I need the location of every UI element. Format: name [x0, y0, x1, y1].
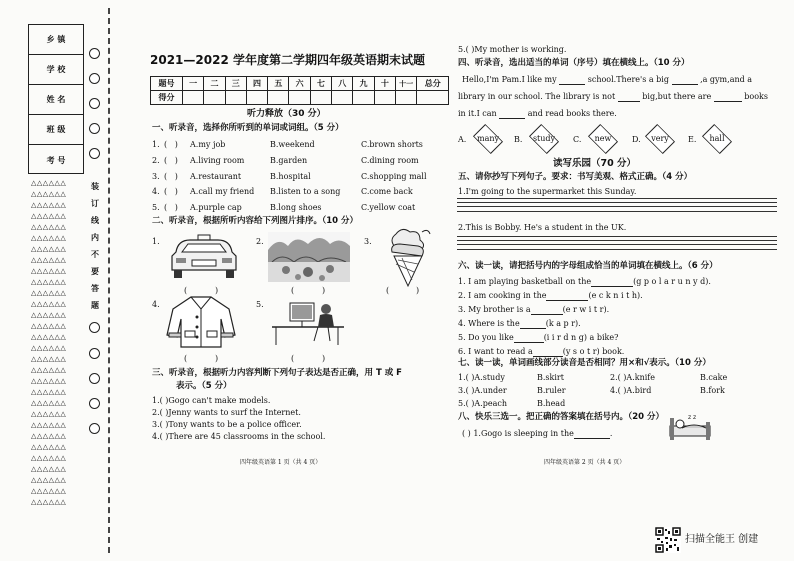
student-info-box — [28, 24, 84, 174]
binding-hole — [89, 373, 100, 384]
phonics-option: B.fork — [700, 386, 725, 395]
binding-hole — [89, 73, 100, 84]
option-letter: B. — [514, 135, 523, 144]
blank[interactable] — [499, 110, 525, 119]
page-footer: 四年级英语第 1 页（共 4 页） — [240, 459, 322, 466]
computer-picture — [268, 297, 348, 347]
word-option: hall — [700, 126, 734, 152]
score-cell[interactable] — [183, 91, 204, 105]
option-a: A.restaurant — [190, 172, 242, 181]
score-cell[interactable] — [310, 91, 331, 105]
binding-hole — [89, 398, 100, 409]
scramble-item: 4. Where is the (k a p r). — [458, 319, 581, 328]
option-letter: A. — [458, 135, 467, 144]
blank[interactable] — [618, 93, 640, 102]
option-c: C.yellow coat — [361, 203, 416, 212]
binding-hole — [89, 48, 100, 59]
blank[interactable] — [591, 278, 633, 287]
answer-paren[interactable]: ( ) — [164, 140, 178, 149]
score-cell[interactable] — [353, 91, 374, 105]
info-field: 乡 镇 — [29, 25, 83, 55]
blank[interactable] — [574, 430, 610, 439]
writing-line[interactable] — [457, 211, 777, 212]
qr-code-icon — [655, 527, 681, 553]
score-header-cell: 二 — [204, 77, 225, 91]
info-field: 班 级 — [29, 115, 83, 145]
tf-item[interactable]: 5.( )My mother is working. — [458, 45, 567, 54]
score-cell[interactable] — [332, 91, 353, 105]
blank[interactable] — [559, 76, 585, 85]
bed-picture — [668, 412, 716, 442]
order-paren-left[interactable]: ( — [291, 286, 295, 295]
score-cell[interactable] — [417, 91, 449, 105]
option-a: A.purple cap — [190, 203, 242, 212]
choice-item: ( ) 1.Gogo is sleeping in the . — [462, 429, 613, 438]
phonics-option: B.cake — [700, 373, 728, 382]
order-paren-right: ) — [416, 286, 420, 295]
binding-hole — [89, 423, 100, 434]
answer-paren[interactable]: ( ) — [164, 156, 178, 165]
phonics-item[interactable]: 2.( )A.knife — [610, 373, 655, 382]
item-number: 5. — [152, 203, 160, 212]
phonics-option: B.head — [537, 399, 566, 408]
answer-paren[interactable]: ( ) — [164, 172, 178, 181]
passage-line: library in our school. The library is not big,but there are books — [458, 92, 769, 101]
section-2-title: 二、听录音，根据所听内容给下列图片排序。（10 分） — [152, 216, 359, 226]
scramble-item: 6. I want to read a (y s o t r) book. — [458, 347, 625, 356]
score-header-cell: 四 — [246, 77, 267, 91]
score-header-cell: 五 — [268, 77, 289, 91]
score-cell[interactable] — [225, 91, 246, 105]
scanner-watermark: 扫描全能王 创建 — [685, 534, 759, 545]
order-paren-left[interactable]: ( — [291, 354, 295, 363]
info-field: 考 号 — [46, 155, 66, 165]
blank[interactable] — [533, 348, 563, 357]
score-cell[interactable] — [374, 91, 395, 105]
copy-sentence: 1.I'm going to the supermarket this Sunday. — [458, 187, 637, 196]
reading-heading: 读写乐园（70 分） — [553, 158, 637, 169]
section-1-title: 一、听录音，选择你所听到的单词或词组。（5 分） — [152, 123, 344, 133]
svg-text:z z: z z — [688, 414, 697, 421]
tf-item[interactable]: 3.( )Tony wants to be a police officer. — [152, 420, 302, 429]
word-option: many — [471, 126, 505, 152]
item-number: 3. — [152, 172, 160, 181]
writing-line[interactable] — [457, 244, 777, 245]
section-4-title: 四、听录音，选出适当的单词（序号）填在横线上。（10 分） — [458, 58, 690, 68]
item-number: 2. — [152, 156, 160, 165]
writing-line[interactable] — [457, 202, 777, 203]
phonics-option: B.ruler — [537, 386, 566, 395]
order-paren-left[interactable]: ( — [184, 354, 188, 363]
section-6-title: 六、读一读，请把括号内的字母组成恰当的单词填在横线上。（6 分） — [458, 261, 718, 271]
score-header-cell: 九 — [353, 77, 374, 91]
option-c: C.brown shorts — [361, 140, 423, 149]
picture-number: 1. — [152, 237, 160, 246]
blank[interactable] — [714, 93, 742, 102]
score-header-cell: 总分 — [417, 77, 449, 91]
blank[interactable] — [514, 334, 544, 343]
blank[interactable] — [672, 76, 698, 85]
score-table — [150, 76, 449, 105]
passage-line: Hello,I'm Pam.I like my school.There's a big ,a gym,and a — [462, 75, 753, 84]
score-header-cell: 八 — [332, 77, 353, 91]
picture-number: 4. — [152, 300, 160, 309]
scramble-item: 5. Do you like (i i r d n g) a bike? — [458, 333, 619, 342]
score-header-cell: 十 — [374, 77, 395, 91]
score-cell[interactable] — [268, 91, 289, 105]
ice-cream-picture — [378, 226, 433, 288]
phonics-item[interactable]: 4.( )A.bird — [610, 386, 652, 395]
option-a: A.living room — [190, 156, 245, 165]
info-field: 姓 名 — [29, 85, 83, 115]
score-header-cell: 三 — [225, 77, 246, 91]
section-5-title: 五、请你抄写下列句子。要求：书写美观、格式正确。（4 分） — [458, 172, 693, 182]
option-c: C.dining room — [361, 156, 419, 165]
order-paren-right: ) — [215, 354, 219, 363]
phonics-item[interactable]: 3.( )A.under — [458, 386, 507, 395]
tf-item[interactable]: 2.( )Jenny wants to surf the Internet. — [152, 408, 301, 417]
option-b: B.garden — [270, 156, 308, 165]
answer-paren[interactable]: ( ) — [164, 203, 178, 212]
binding-hole — [89, 348, 100, 359]
car-picture — [168, 232, 240, 282]
coat-picture — [165, 295, 237, 349]
section-7-title: 七、读一读，单词画线部分读音是否相同？用×和√表示。（10 分） — [458, 358, 711, 368]
writing-line[interactable] — [457, 249, 777, 250]
writing-line[interactable] — [457, 240, 777, 241]
option-b: B.weekend — [270, 140, 315, 149]
page-footer: 四年级英语第 2 页（共 4 页） — [544, 459, 626, 466]
writing-line[interactable] — [457, 206, 777, 207]
option-letter: D. — [632, 135, 641, 144]
blank[interactable] — [546, 292, 588, 301]
exam-title: 2021—2022 学年度第二学期四年级英语期末试题 — [150, 53, 425, 67]
scramble-item: 1. I am playing basketball on the (g p o l a r u n y d). — [458, 277, 711, 286]
word-option: new — [586, 126, 620, 152]
score-cell[interactable] — [395, 91, 416, 105]
order-paren-right: ) — [322, 286, 326, 295]
score-cell[interactable] — [204, 91, 225, 105]
writing-line[interactable] — [457, 198, 777, 199]
triangle-border-pattern: △△△△△△ △△△△△△ △△△△△△ △△△△△△ △△△△△△ △△△△△△ △△△△△△ △△△△△△ △△△△△△ △△△△△△ △△△△△△ △△△△△△ △△△△△△ △△△△△△ △△△△△△ △△△△△△ △△△△△△ △△△△△△ △△△△△△ △△△△△△ △△△△△△ △△△△△△ △△△△△△ △△△△△△ △△△△△△ △△△△△△ △△△△△△ △△△△△△ △△△△△△ △△△△△△ — [31, 179, 67, 506]
order-paren-left[interactable]: ( — [386, 286, 390, 295]
listening-heading: 听力释放（30 分） — [247, 109, 326, 119]
score-cell[interactable] — [246, 91, 267, 105]
option-b: B.hospital — [270, 172, 311, 181]
seal-line-notice: 装 订 线 内 不 要 答 题 — [91, 182, 99, 310]
tf-item[interactable]: 4.( )There are 45 classrooms in the school. — [152, 432, 326, 441]
option-a: A.call my friend — [190, 187, 255, 196]
scramble-item: 2. I am cooking in the (e c k n i t h). — [458, 291, 643, 300]
writing-line[interactable] — [457, 236, 777, 237]
binding-hole — [89, 322, 100, 333]
garden-picture — [268, 232, 350, 282]
passage-line: in it.I can and read books there. — [458, 109, 617, 118]
option-a: A.my job — [190, 140, 226, 149]
section-8-title: 八、快乐三选一。把正确的答案填在括号内。（20 分） — [458, 412, 665, 422]
item-number: 4. — [152, 187, 160, 196]
phonics-item[interactable]: 1.( )A.study — [458, 373, 505, 382]
binding-dashed-line — [108, 8, 110, 553]
score-header-cell: 七 — [310, 77, 331, 91]
blank[interactable] — [531, 306, 563, 315]
answer-paren[interactable]: ( ) — [164, 187, 178, 196]
picture-number: 3. — [364, 237, 372, 246]
copy-sentence: 2.This is Bobby. He's a student in the UK. — [458, 223, 627, 232]
order-paren-left[interactable]: ( — [184, 286, 188, 295]
scramble-item: 3. My brother is a (e r w i t r). — [458, 305, 610, 314]
section-3-title-2: 表示。（5 分） — [176, 381, 232, 391]
option-c: C.shopping mall — [361, 172, 427, 181]
order-paren-right: ) — [215, 286, 219, 295]
item-number: 1. — [152, 140, 160, 149]
option-b: B.listen to a song — [270, 187, 341, 196]
phonics-option: B.skirt — [537, 373, 564, 382]
score-header-cell: 六 — [289, 77, 310, 91]
info-field: 学 校 — [29, 55, 83, 85]
option-letter: E. — [688, 135, 697, 144]
picture-number: 2. — [256, 237, 264, 246]
score-row-label: 得分 — [151, 91, 183, 105]
score-cell[interactable] — [289, 91, 310, 105]
order-paren-right: ) — [322, 354, 326, 363]
tf-item[interactable]: 1.( )Gogo can't make models. — [152, 396, 271, 405]
binding-hole — [89, 123, 100, 134]
score-header-cell: 十一 — [395, 77, 416, 91]
blank[interactable] — [520, 320, 546, 329]
binding-hole — [89, 98, 100, 109]
score-header-cell: 题号 — [151, 77, 183, 91]
option-c: C.come back — [361, 187, 413, 196]
picture-number: 5. — [256, 300, 264, 309]
binding-hole — [89, 148, 100, 159]
option-b: B.long shoes — [270, 203, 322, 212]
phonics-item[interactable]: 5.( )A.peach — [458, 399, 507, 408]
score-header-cell: 一 — [183, 77, 204, 91]
section-3-title: 三、听录音，根据听力内容判断下列句子表达是否正确，用 T 或 F — [152, 368, 402, 378]
option-letter: C. — [573, 135, 582, 144]
word-option: study — [527, 126, 561, 152]
word-option: very — [643, 126, 677, 152]
